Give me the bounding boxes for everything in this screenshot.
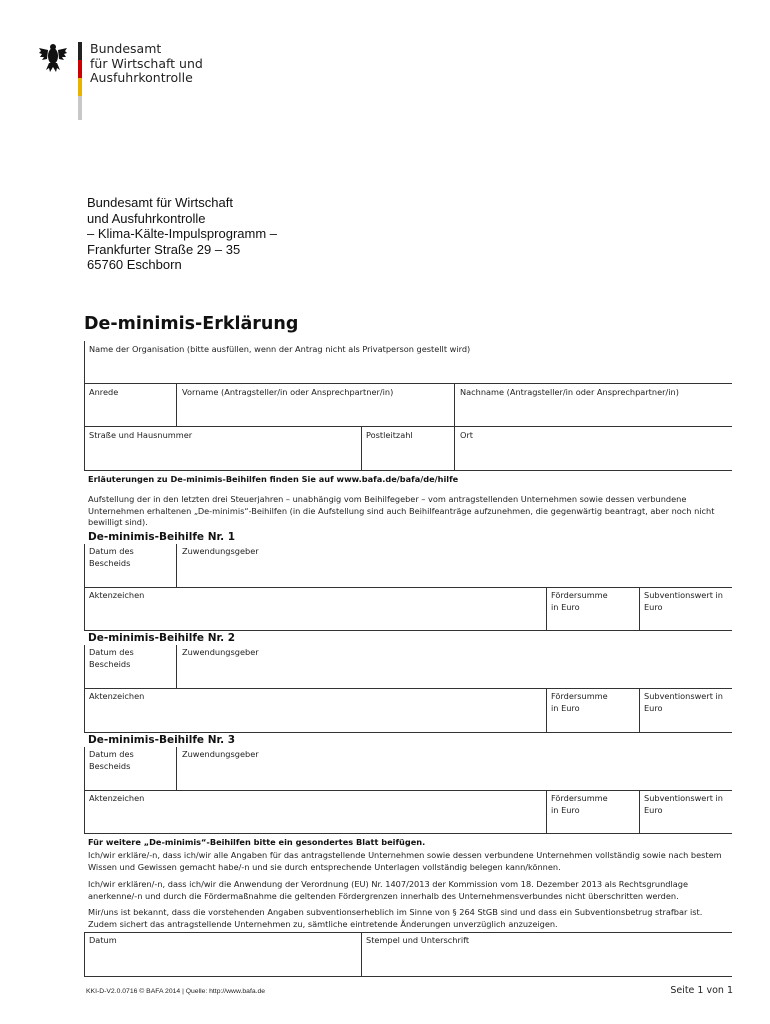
address-line: und Ausfuhrkontrolle bbox=[87, 210, 206, 226]
datum-signature-label: Datum bbox=[89, 935, 117, 945]
subventionswert-label: Subventionswert in Euro bbox=[644, 793, 723, 815]
zuwendungsgeber-label: Zuwendungsgeber bbox=[182, 647, 259, 657]
datum-field[interactable] bbox=[85, 645, 175, 687]
strasse-label: Straße und Hausnummer bbox=[89, 430, 193, 440]
organisation-label: Name der Organisation (bitte ausfüllen, wenn der Antrag nicht als Privatperson gestellt wird) bbox=[89, 344, 471, 354]
ort-label: Ort bbox=[460, 430, 474, 440]
declaration-3: Mir/uns ist bekannt, dass die vorstehenden Angaben subventionserheblich im Sinne von § 264 StGB sind und dass ein Subventionsbetrug strafbar ist. Zudem sichert das antragstellende Unternehmen zu, sämtliche eintretende Änderungen unverzüglich anzuzeigen. bbox=[88, 907, 703, 929]
subventionswert-field[interactable] bbox=[640, 791, 732, 832]
aktenzeichen-field[interactable] bbox=[85, 791, 545, 832]
declaration-2: Ich/wir erklären/-n, dass ich/wir die Anwendung der Verordnung (EU) Nr. 1407/2013 der Kommission vom 18. Dezember 2013 als Rechtsgrundlage anerkenne/-n und durch die Fördermaßnahme die geltenden Fördergrenzen innerhalb des Unternehmensverbundes nicht überschritten werden. bbox=[88, 879, 688, 901]
zuwendungsgeber-field[interactable] bbox=[177, 645, 732, 687]
recipient-address bbox=[87, 195, 277, 273]
logo-line: Ausfuhrkontrolle bbox=[90, 70, 193, 85]
strasse-field[interactable] bbox=[85, 427, 360, 469]
subventionswert-label: Subventionswert in Euro bbox=[644, 691, 723, 713]
datum-field[interactable] bbox=[85, 544, 175, 586]
aid-heading: De-minimis-Beihilfe Nr. 3 bbox=[88, 734, 236, 746]
datum-signature-field[interactable] bbox=[85, 933, 360, 976]
vorname-label: Vorname (Antragsteller/in oder Ansprechpartner/in) bbox=[182, 387, 394, 397]
logo-line: Bundesamt bbox=[90, 41, 162, 56]
foerdersumme-field[interactable] bbox=[547, 689, 638, 731]
logo-wordmark bbox=[90, 42, 203, 86]
vorname-field[interactable] bbox=[177, 384, 453, 425]
datum-field[interactable] bbox=[85, 747, 175, 789]
datum-label: Datum des Bescheids bbox=[89, 749, 134, 771]
signature-field[interactable] bbox=[362, 933, 732, 976]
anrede-field[interactable] bbox=[85, 384, 175, 425]
intro-paragraph: Aufstellung der in den letzten drei Steuerjahren – unabhängig vom Beihilfegeber – vom antragstellenden Unternehmen sowie dessen verbundene Unternehmen erhaltenen „De-minimis“-Beihilfen (in die Aufstellung sind auch Beihilfeanträge aufzunehmen, die gegenwärtig beantragt, aber noch nicht bewilligt sind). bbox=[88, 494, 715, 528]
aktenzeichen-field[interactable] bbox=[85, 588, 545, 629]
zuwendungsgeber-field[interactable] bbox=[177, 747, 732, 789]
aktenzeichen-label: Aktenzeichen bbox=[89, 590, 145, 600]
aid-heading: De-minimis-Beihilfe Nr. 1 bbox=[88, 531, 236, 543]
aktenzeichen-label: Aktenzeichen bbox=[89, 793, 145, 803]
aktenzeichen-label: Aktenzeichen bbox=[89, 691, 145, 701]
zuwendungsgeber-field[interactable] bbox=[177, 544, 732, 586]
foerdersumme-label: Fördersumme in Euro bbox=[551, 590, 608, 612]
aid-heading: De-minimis-Beihilfe Nr. 2 bbox=[88, 632, 236, 644]
declaration-1: Ich/wir erkläre/-n, dass ich/wir alle Angaben für das antragstellende Unternehmen sowie dessen verbundene Unternehmen vollständig sowie nach bestem Wissen und Gewissen gemacht habe/-n und sie durch entsprechende Unterlagen vollständig belegen kann/können. bbox=[88, 850, 722, 872]
address-line: Bundesamt für Wirtschaft bbox=[87, 195, 233, 210]
foerdersumme-field[interactable] bbox=[547, 588, 638, 629]
subventionswert-field[interactable] bbox=[640, 689, 732, 731]
address-line: 65760 Eschborn bbox=[87, 257, 182, 272]
zuwendungsgeber-label: Zuwendungsgeber bbox=[182, 546, 259, 556]
subventionswert-label: Subventionswert in Euro bbox=[644, 590, 723, 612]
address-line: Frankfurter Straße 29 – 35 bbox=[87, 241, 241, 257]
nachname-field[interactable] bbox=[455, 384, 732, 425]
foerdersumme-label: Fördersumme in Euro bbox=[551, 793, 608, 815]
organisation-field[interactable] bbox=[85, 342, 732, 382]
ort-field[interactable] bbox=[455, 427, 732, 469]
datum-label: Datum des Bescheids bbox=[89, 546, 134, 568]
flag-bar bbox=[78, 42, 82, 120]
extra-sheet-note: Für weitere „De-minimis“-Beihilfen bitte ein gesondertes Blatt beifügen. bbox=[88, 837, 426, 847]
plz-label: Postleitzahl bbox=[366, 430, 413, 440]
foerdersumme-field[interactable] bbox=[547, 791, 638, 832]
footer-source: KKI-D-V2.0.0716 © BAFA 2014 | Quelle: http://www.bafa.de bbox=[86, 988, 266, 995]
page-title: De-minimis-Erklärung bbox=[84, 314, 299, 334]
stempel-label: Stempel und Unterschrift bbox=[366, 935, 470, 945]
federal-eagle-icon bbox=[38, 42, 68, 74]
zuwendungsgeber-label: Zuwendungsgeber bbox=[182, 749, 259, 759]
plz-field[interactable] bbox=[362, 427, 453, 469]
bafa-logo bbox=[38, 42, 238, 120]
logo-line: für Wirtschaft und bbox=[90, 55, 203, 71]
anrede-label: Anrede bbox=[89, 387, 119, 397]
info-note: Erläuterungen zu De-minimis-Beihilfen finden Sie auf www.bafa.de/bafa/de/hilfe bbox=[88, 474, 459, 484]
page-number: Seite 1 von 1 bbox=[670, 985, 733, 996]
foerdersumme-label: Fördersumme in Euro bbox=[551, 691, 608, 713]
aktenzeichen-field[interactable] bbox=[85, 689, 545, 731]
nachname-label: Nachname (Antragsteller/in oder Ansprechpartner/in) bbox=[460, 387, 679, 397]
datum-label: Datum des Bescheids bbox=[89, 647, 134, 669]
subventionswert-field[interactable] bbox=[640, 588, 732, 629]
address-line: – Klima-Kälte-Impulsprogramm – bbox=[87, 226, 278, 241]
